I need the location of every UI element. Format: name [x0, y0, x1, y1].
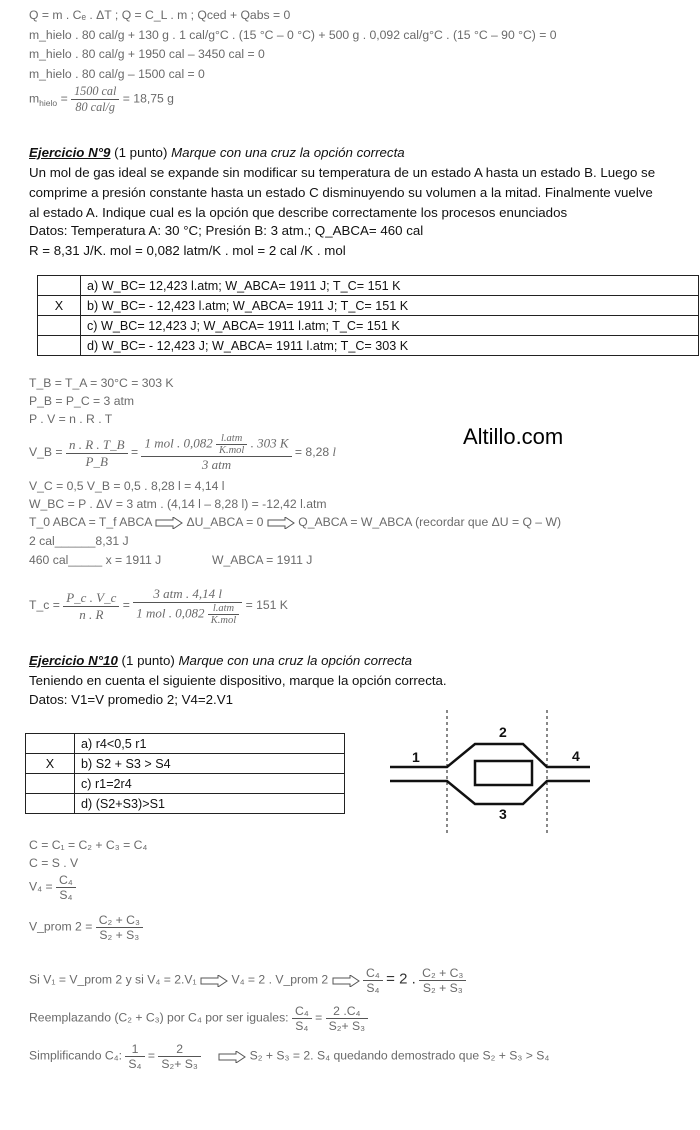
implies-arrow-icon: [200, 975, 228, 987]
calc-line-1: Q = m . Cₑ . ΔT ; Q = C_L . m ; Qced + Qabs = 0: [29, 8, 291, 22]
tc-f1-den: n . R: [79, 606, 104, 622]
vprom-equation: [29, 913, 143, 942]
option-mark[interactable]: [26, 734, 75, 754]
re-f1-num: C₄: [292, 1004, 312, 1019]
ex10-sol-2: C = S . V: [29, 856, 79, 870]
tc-fraction-1: [63, 590, 119, 623]
calc-line-3: m_hielo . 80 cal/g + 1950 cal – 3450 cal = 0: [29, 47, 265, 61]
option-text: c) W_BC= 12,423 J; W_ABCA= 1911 l.atm; T_C= 151 K: [81, 316, 699, 336]
mass-symbol: m: [29, 91, 40, 106]
option-text: d) W_BC= - 12,423 J; W_ABCA= 1911 l.atm; T_C= 303 K: [81, 336, 699, 356]
option-mark[interactable]: [26, 794, 75, 814]
ex10-option-row[interactable]: [26, 734, 345, 754]
calc-line-5: $m_{hielo}$ = $\frac{\text{1500 cal}}{\text{80 cal/g}}$ = 18,75 g: [29, 84, 174, 114]
option-text: a) W_BC= 12,423 l.atm; W_ABCA= 1911 J; T_C= 151 K: [81, 276, 699, 296]
sol7-b: ΔU_ABCA = 0: [186, 515, 264, 529]
simp-end: S₂ + S₃ = 2. S₄ quedando demostrado que S₂ + S₃ > S₄: [249, 1048, 550, 1063]
si-equation: [29, 966, 466, 995]
simp-f2-num: 2: [158, 1042, 200, 1057]
simp-fraction-1: [125, 1042, 144, 1071]
v4-fraction: [56, 873, 76, 902]
ex10-options-table: [25, 733, 345, 814]
ex10-option-row[interactable]: [26, 794, 345, 814]
vb-f2-num-a: 1 mol . 0,082: [144, 435, 213, 451]
ex9-text-2: comprime a presión constante hasta un estado C disminuyendo su volumen a la mitad. Finalmente vuelve: [29, 185, 653, 200]
label-section-1: 1: [412, 749, 420, 765]
ex9-options-table: [37, 275, 699, 356]
simp-fraction-2: [158, 1042, 200, 1071]
ex10-datos: Datos: V1=V promedio 2; V4=2.V1: [29, 692, 234, 707]
ex9-option-row[interactable]: [38, 336, 699, 356]
label-section-4: 4: [572, 748, 580, 764]
calc-line-2: m_hielo . 80 cal/g + 130 g . 1 cal/g°C . (15 °C – 0 °C) + 500 g . 0,092 cal/g°C . (15 °C – 90 °C) = 0: [29, 28, 557, 42]
ex9-datos: Datos: Temperatura A: 30 °C; Presión B: 3 atm.; Q_ABCA= 460 cal: [29, 223, 424, 238]
simp-f2-den: S₂+ S₃: [161, 1057, 198, 1071]
ex10-text-1: Teniendo en cuenta el siguiente dispositivo, marque la opción correcta.: [29, 673, 447, 688]
vb-fraction-2: [141, 433, 291, 473]
ex9-sol-1: T_B = T_A = 30°C = 303 K: [29, 376, 174, 390]
si-text: Si V₁ = V_prom 2 y si V₄ = 2.V₁: [29, 972, 197, 987]
ex10-option-row[interactable]: [26, 754, 345, 774]
ex9-sol-8: 2 cal______8,31 J: [29, 534, 129, 548]
option-text: a) r4<0,5 r1: [75, 734, 345, 754]
calc-line-4: m_hielo . 80 cal/g – 1500 cal = 0: [29, 67, 205, 81]
tc-lhs: T_c =: [29, 598, 60, 613]
ex10-sol-1: C = C₁ = C₂ + C₃ = C₄: [29, 838, 148, 852]
vb-result: = 8,28: [294, 445, 330, 460]
vb-f2-num: [141, 433, 291, 457]
implies-arrow-icon: [267, 517, 295, 529]
tc-equation: T_c = $\frac{P\_c . V\_c}{n . R}$ = 3 atm . 4,14 l 1 mol . 0,082 $\frac{\text{l.atm}}{\text{K.mol}}$ = 151 K: [29, 586, 288, 626]
vprom-fraction: [96, 913, 143, 942]
tc-f2-num: 3 atm . 4,14 l: [133, 586, 242, 603]
vb-result-unit: l: [332, 445, 336, 460]
ex9-sol-3: P . V = n . R . T: [29, 412, 113, 426]
option-mark[interactable]: [38, 316, 81, 336]
label-section-2: 2: [499, 724, 507, 740]
sol7-a: T_0 ABCA = T_f ABCA: [29, 515, 152, 529]
mass-fraction-num: 1500 cal: [71, 84, 119, 100]
tc-f2-den-a: 1 mol . 0,082: [136, 605, 205, 621]
ex9-sol-7: [29, 515, 561, 529]
vb-f2-unit: [216, 433, 247, 456]
ex9-heading: [29, 145, 405, 160]
ex9-points: (1 punto): [114, 145, 168, 160]
si-f2-num: C₂ + C₃: [419, 966, 466, 981]
mass-fraction-den: 80 cal/g: [75, 100, 116, 114]
si-fraction-2: [419, 966, 466, 995]
vb-f1-den: P_B: [85, 453, 108, 469]
ex10-title: Ejercicio N°10: [29, 653, 118, 668]
mass-fraction: [71, 84, 119, 115]
implies-arrow-icon: [155, 517, 183, 529]
simp-text: Simplificando C₄:: [29, 1048, 123, 1063]
ex9-sol-2: P_B = P_C = 3 atm: [29, 394, 135, 408]
pipe-upper-wall: [390, 744, 590, 767]
tc-result: = 151 K: [245, 598, 288, 613]
implies-arrow-icon: [332, 975, 360, 987]
vb-f2-num-b: . 303 K: [250, 435, 289, 451]
vprom-den: S₂ + S₃: [99, 928, 140, 942]
vb-fraction-1: [66, 437, 128, 470]
ex9-r-constant: R = 8,31 J/K. mol = 0,082 latm/K . mol = 2 cal /K . mol: [29, 243, 346, 258]
vprom-lhs: V_prom 2 =: [29, 919, 93, 934]
unit-den: K.mol: [218, 445, 245, 456]
ex9-title: Ejercicio N°9: [29, 145, 111, 160]
label-section-3: 3: [499, 806, 507, 822]
re-text: Reemplazando (C₂ + C₃) por C₄ por ser iguales:: [29, 1010, 289, 1025]
ex9-option-row[interactable]: [38, 296, 699, 316]
tc-fraction-2: [133, 586, 242, 626]
option-text: b) W_BC= - 12,423 l.atm; W_ABCA= 1911 J; T_C= 151 K: [81, 296, 699, 316]
ex9-text-1: Un mol de gas ideal se expande sin modificar su temperatura de un estado A hasta un estado B. Luego se: [29, 165, 656, 180]
si-mid: V₄ = 2 . V_prom 2: [231, 972, 329, 987]
implies-arrow-icon: [218, 1051, 246, 1063]
si-fraction-1: [363, 966, 383, 995]
option-mark[interactable]: [38, 276, 81, 296]
option-mark[interactable]: X: [26, 754, 75, 774]
si-f1-num: C₄: [363, 966, 383, 981]
ex9-text-3: al estado A. Indique cual es la opción que describe correctamente los procesos enunciados: [29, 205, 568, 220]
simplificando-equation: Simplificando C₄: $\frac{1}{\text{S₄}}$ = $\frac{2}{\text{S₂+ S₃}}$ S₂ + S₃ = 2. S₄ quedando demostrado que S₂ + S₃ > S₄: [29, 1042, 550, 1071]
option-mark[interactable]: [38, 336, 81, 356]
option-text: d) (S2+S3)>S1: [75, 794, 345, 814]
v4-lhs: V₄ =: [29, 879, 53, 894]
pipe-diagram: [385, 708, 600, 836]
v4-num: C₄: [56, 873, 76, 888]
ex9-instruction: Marque con una cruz la opción correcta: [171, 145, 405, 160]
mass-result: = 18,75 g: [122, 91, 174, 106]
reemplazo-equation: Reemplazando (C₂ + C₃) por C₄ por ser iguales: $\frac{\text{C₄}}{\text{S₄}}$ = $\frac{\text{2 .C₄}}{\text{S₂+ S₃}}$: [29, 1004, 368, 1033]
unit-num: l.atm: [216, 433, 247, 445]
tc-f1-num: P_c . V_c: [63, 590, 119, 607]
mass-subscript: hielo: [39, 98, 58, 109]
ex9-option-row[interactable]: [38, 316, 699, 336]
unit-den: K.mol: [210, 615, 237, 626]
ex10-instruction: Marque con una cruz la opción correcta: [178, 653, 413, 668]
option-text: c) r1=2r4: [75, 774, 345, 794]
re-fraction-1: [292, 1004, 312, 1033]
vprom-num: C₂ + C₃: [96, 913, 143, 928]
ex9-option-row[interactable]: [38, 276, 699, 296]
ex10-points: (1 punto): [121, 653, 175, 668]
si-f1-den: S₄: [366, 981, 380, 995]
ex9-sol-6: W_BC = P . ΔV = 3 atm . (4,14 l – 8,28 l) = -12,42 l.atm: [29, 497, 327, 511]
re-f2-num: 2 .C₄: [326, 1004, 368, 1019]
vb-f2-den: 3 atm: [201, 457, 232, 472]
vb-f1-num: n . R . T_B: [66, 437, 128, 454]
sol7-c: Q_ABCA = W_ABCA (recordar que ΔU = Q – W): [298, 515, 562, 529]
tc-f2-den: [133, 603, 242, 626]
re-fraction-2: [326, 1004, 368, 1033]
ex9-sol-5: V_C = 0,5 V_B = 0,5 . 8,28 l = 4,14 l: [29, 479, 225, 493]
vb-equation: V_B = $\frac{n . R . T\_B}{P\_B}$ = 1 mol . 0,082 $\frac{\text{l.atm}}{\text{K.mol}}$ . 303 K 3 atm = 8,28 l: [29, 433, 336, 472]
tc-f2-unit: [208, 603, 239, 626]
unit-num: l.atm: [208, 603, 239, 615]
ex9-sol-9b: W_ABCA = 1911 J: [212, 553, 313, 567]
pipe-obstacle: [475, 761, 532, 785]
simp-f1-den: S₄: [128, 1057, 142, 1071]
ex10-heading: [29, 653, 412, 668]
v4-den: S₄: [59, 888, 73, 902]
simp-f1-num: 1: [125, 1042, 144, 1057]
option-mark[interactable]: [26, 774, 75, 794]
re-f1-den: S₄: [295, 1019, 309, 1033]
option-text: b) S2 + S3 > S4: [75, 754, 345, 774]
v4-equation: [29, 873, 76, 902]
vb-lhs: V_B =: [29, 445, 63, 460]
si-f2-den: S₂ + S₃: [422, 981, 463, 995]
re-f2-den: S₂+ S₃: [328, 1019, 366, 1033]
option-mark[interactable]: X: [38, 296, 81, 316]
watermark: Altillo.com: [463, 424, 564, 449]
ex10-option-row[interactable]: [26, 774, 345, 794]
ex9-sol-9a: 460 cal_____ x = 1911 J: [29, 553, 162, 567]
si-eq: = 2 .: [386, 970, 416, 988]
